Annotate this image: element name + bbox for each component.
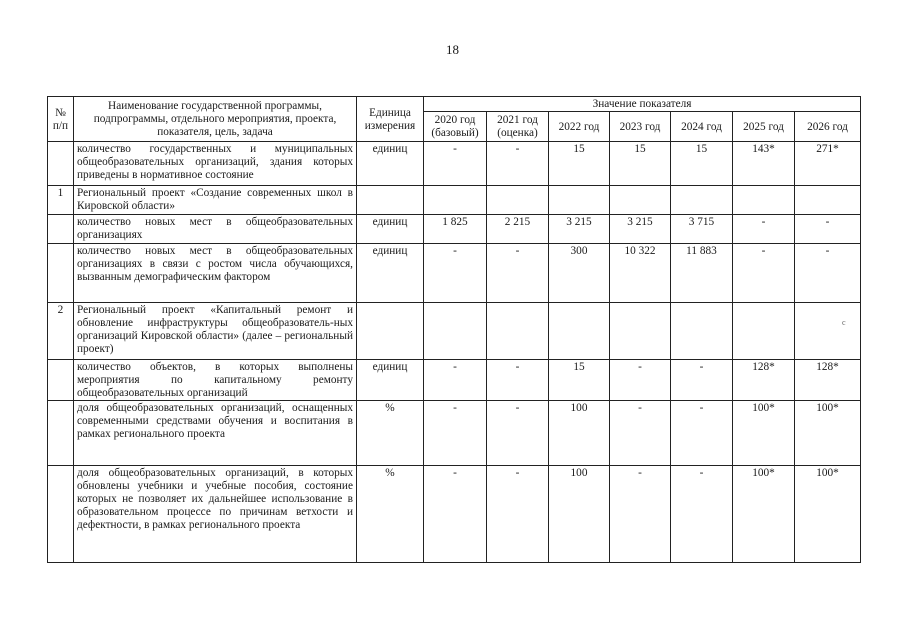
indicator-name: доля общеобразовательных организаций, в которых обновлены учебники и учебные пособия, состояние которых не позволяет их дальнейшее использование в образовательном процессе по причинам ветхости и дефектности, в рамках регионального проекта — [74, 466, 357, 563]
indicator-value: 3 715 — [671, 215, 733, 244]
indicator-value: 11 883 — [671, 244, 733, 303]
indicator-value — [549, 186, 610, 215]
row-number — [48, 360, 74, 401]
unit-of-measure: единиц — [357, 360, 424, 401]
indicator-value: 2 215 — [487, 215, 549, 244]
table-row — [48, 142, 861, 186]
unit-of-measure: единиц — [357, 244, 424, 303]
indicator-value: - — [671, 466, 733, 563]
indicator-value: - — [487, 244, 549, 303]
indicator-value — [795, 303, 861, 360]
indicator-value: 3 215 — [610, 215, 671, 244]
indicator-value: - — [671, 401, 733, 466]
indicator-value: - — [424, 466, 487, 563]
indicator-value: - — [795, 244, 861, 303]
header-year: 2025 год — [733, 112, 795, 142]
indicator-value: - — [733, 215, 795, 244]
indicator-value: 3 215 — [549, 215, 610, 244]
indicator-value: 271* — [795, 142, 861, 186]
indicator-value: 100* — [795, 401, 861, 466]
indicator-value — [610, 303, 671, 360]
header-year: 2021 год (оценка) — [487, 112, 549, 142]
indicator-value — [733, 186, 795, 215]
indicator-name: количество объектов, в которых выполнены мероприятия по капитальному ремонту общеобразовательных организаций — [74, 360, 357, 401]
indicator-value: - — [424, 401, 487, 466]
indicator-value — [487, 186, 549, 215]
indicator-value — [671, 303, 733, 360]
indicator-value: - — [424, 360, 487, 401]
header-year: 2020 год (базовый) — [424, 112, 487, 142]
indicator-value: 143* — [733, 142, 795, 186]
header-num: № п/п — [48, 97, 74, 142]
unit-of-measure: единиц — [357, 215, 424, 244]
header-name: Наименование государственной программы, подпрограммы, отдельного мероприятия, проекта, показателя, цель, задача — [74, 97, 357, 142]
page-number: 18 — [446, 42, 459, 57]
indicator-value: - — [795, 215, 861, 244]
row-number — [48, 215, 74, 244]
unit-of-measure: % — [357, 466, 424, 563]
indicator-name: Региональный проект «Создание современных школ в Кировской области» — [74, 186, 357, 215]
indicator-value: - — [733, 244, 795, 303]
indicator-value — [733, 303, 795, 360]
row-number: 2 — [48, 303, 74, 360]
indicator-value: 100* — [733, 401, 795, 466]
indicator-name: количество новых мест в общеобразовательных организациях — [74, 215, 357, 244]
scan-mark: c — [842, 318, 846, 327]
header-unit: Единица измерения — [357, 97, 424, 142]
indicator-value: - — [610, 360, 671, 401]
indicators-table — [47, 96, 861, 563]
header-year: 2024 год — [671, 112, 733, 142]
indicator-value: 128* — [733, 360, 795, 401]
indicator-name: количество новых мест в общеобразовательных организациях в связи с ростом числа обучающихся, вызванным демографическим фактором — [74, 244, 357, 303]
indicator-value — [424, 186, 487, 215]
indicator-value: - — [610, 466, 671, 563]
indicator-value: 100* — [733, 466, 795, 563]
indicator-name: доля общеобразовательных организаций, оснащенных современными средствами обучения и воспитания в рамках регионального проекта — [74, 401, 357, 466]
indicator-value — [549, 303, 610, 360]
indicator-value: 100 — [549, 466, 610, 563]
indicator-value: - — [424, 244, 487, 303]
row-number — [48, 142, 74, 186]
table-row — [48, 466, 861, 563]
indicator-value: 15 — [549, 360, 610, 401]
indicator-value: 100* — [795, 466, 861, 563]
indicator-value: 15 — [671, 142, 733, 186]
unit-of-measure: единиц — [357, 142, 424, 186]
indicator-value: - — [671, 360, 733, 401]
header-year: 2022 год — [549, 112, 610, 142]
indicator-value: 15 — [549, 142, 610, 186]
indicator-value: 1 825 — [424, 215, 487, 244]
header-year: 2026 год — [795, 112, 861, 142]
indicator-name: количество государственных и муниципальных общеобразовательных организаций, здания которых приведены в нормативное состояние — [74, 142, 357, 186]
row-number — [48, 244, 74, 303]
indicator-value: 15 — [610, 142, 671, 186]
indicator-value: 300 — [549, 244, 610, 303]
indicator-value: - — [610, 401, 671, 466]
indicator-value: - — [487, 466, 549, 563]
table-row — [48, 303, 861, 360]
header-value-group: Значение показателя — [424, 97, 861, 112]
indicator-name: Региональный проект «Капитальный ремонт и обновление инфраструктуры общеобразователь-ных организаций Кировской области» (далее – региональный проект) — [74, 303, 357, 360]
indicator-value: 128* — [795, 360, 861, 401]
table-row — [48, 244, 861, 303]
unit-of-measure — [357, 303, 424, 360]
indicator-value: - — [487, 142, 549, 186]
row-number: 1 — [48, 186, 74, 215]
indicator-value — [610, 186, 671, 215]
unit-of-measure — [357, 186, 424, 215]
indicator-value: 10 322 — [610, 244, 671, 303]
unit-of-measure: % — [357, 401, 424, 466]
indicator-value: - — [424, 142, 487, 186]
header-year: 2023 год — [610, 112, 671, 142]
indicator-value: 100 — [549, 401, 610, 466]
indicator-value: - — [487, 401, 549, 466]
row-number — [48, 466, 74, 563]
table-row — [48, 401, 861, 466]
table-row — [48, 215, 861, 244]
indicator-value — [795, 186, 861, 215]
indicator-value — [424, 303, 487, 360]
table-row — [48, 360, 861, 401]
row-number — [48, 401, 74, 466]
indicator-value: - — [487, 360, 549, 401]
indicator-value — [487, 303, 549, 360]
table-row — [48, 186, 861, 215]
indicator-value — [671, 186, 733, 215]
